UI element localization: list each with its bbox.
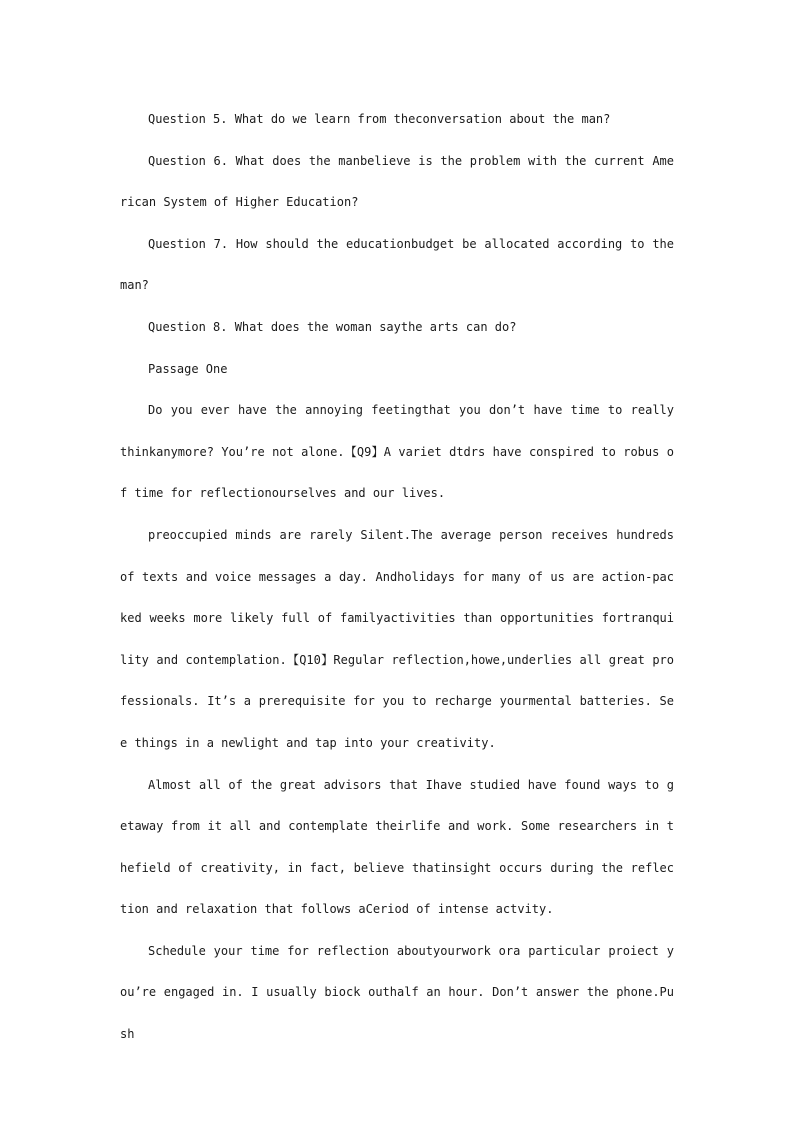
passage-paragraph-4: Schedule your time for reflection aboutyourwork ora particular proiect you’re engaged in. I usually biock outhalf an hour. Don’t answer the phone.Push (120, 943, 674, 1042)
section-heading-passage-one: Passage One (148, 361, 228, 376)
passage-paragraph-2: preoccupied minds are rarely Silent.The average person receives hundredsof texts and voice messages a day. Andholidays for many of us are action-packed weeks more likely full of familyactivities than opportunities fortranquility and contemplation.【Q10】Regular reflection,howe,underlies all great professionals. It’s a prerequisite for you to recharge yourmental batteries. See things in a newlight and tap into your creativity. (120, 527, 674, 750)
passage-paragraph-3: Almost all of the great advisors that Ihave studied have found ways to getaway from it all and contemplate theirlife and work. Some researchers in thefield of creativity, in fact, believe thatinsight occurs during the reflection and relaxation that follows aCeriod of intense actvity. (120, 777, 674, 917)
question-7: Question 7. How should the educationbudget be allocated according to theman? (120, 236, 674, 293)
question-5: Question 5. What do we learn from theconversation about the man? (148, 112, 611, 126)
question-6: Question 6. What does the manbelieve is the problem with the current American System of Higher Education? (120, 153, 674, 210)
passage-paragraph-1: Do you ever have the annoying feetingthat you don’t have time to really thinkanymore? You’re not alone.【Q9】A variet dtdrs have conspired to robus of time for reflectionourselves and our lives. (120, 403, 674, 501)
document-body (120, 99, 674, 1056)
question-8: Question 8. What does the woman saythe arts can do? (148, 319, 517, 334)
